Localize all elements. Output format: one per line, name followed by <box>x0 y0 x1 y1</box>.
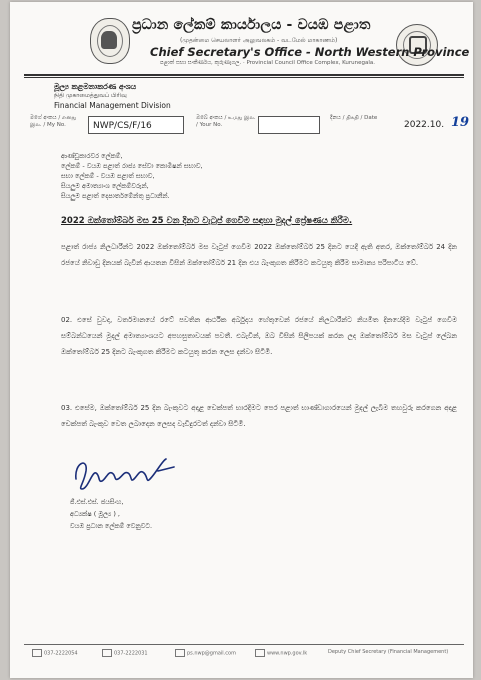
handwritten-signature <box>70 449 180 497</box>
fax-icon <box>102 649 112 657</box>
footer-telephone: 037-2222054 <box>32 649 78 657</box>
division-name-sinhala: මූල්‍ය කළමනාකරණ අංශය <box>54 82 137 91</box>
addressee-line: සියලුම පළාත් දෙපාර්තමේන්තු ප්‍රධානීන්. <box>61 192 170 200</box>
body-paragraph-1: පළාත් රාජ්‍ය නිලධාරීන්ට 2022 ඔක්තෝම්බර් මස වැටුප් ගෙවීම 2022 ඔක්තෝම්බර් 25 දිනට යෙදී ඇති අතර, ඔක්තෝම්බර් 24 දින රජයේ නිවාඩු දිනයක් බැවින් ආයතන විසින් ඔක්තෝම්බර් 21 දින එය බැංකුගත කිරීමට කටයුතු කිරීම සාමාන්‍ය පරිපාටිය වේ. <box>61 243 457 267</box>
letter-subject: 2022 ඔක්තෝම්බර් මස 25 වන දිනට වැටුප් ගෙවීම සඳහා මුදල් ප්‍රේෂණය කිරීම. <box>61 216 353 226</box>
office-address: පළාත් සභා සංකීර්ණය, කුරුණෑගල. · Provincial Council Office Complex, Kurunegala. <box>160 60 376 66</box>
footer-website: www.nwp.gov.lk <box>255 649 307 657</box>
your-no-label: ඔබේ අංකය / உமது இல. / Your No. <box>196 115 256 128</box>
addressee-line: සභා ලේකම් - වයඹ පළාත් සභාව, <box>61 172 155 180</box>
signatory-on-behalf: වයඹ ප්‍රධාන ලේකම් වෙනුවට. <box>70 522 153 530</box>
addressee-line: ආණ්ඩුකාරවර ලේකම්, <box>61 152 123 160</box>
signatory-name: ජී.එස්.එස්. ජයසිංහ, <box>70 498 124 506</box>
email-icon <box>175 649 185 657</box>
header-divider-thin <box>24 77 464 78</box>
phone-icon <box>32 649 42 657</box>
footer-official: Deputy Chief Secretary (Financial Management) <box>328 649 449 655</box>
footer-email: ps.nwp@gmail.com <box>175 649 236 657</box>
signatory-designation: අධ්‍යක්ෂ ( මූල්‍ය ) , <box>70 510 120 518</box>
office-title-tamil: (முதன்மை செயலாளர் அலுவலகம் - வடமேல் மாகாணம்) <box>180 37 338 44</box>
header-divider <box>24 74 464 76</box>
body-paragraph-3: 03. එසේම, ඔක්තෝම්බර් 25 දින බැංකුවට අදාළ චෙක්පත් භාරදීමට පෙර පළාත් භාණ්ඩාගාරයෙන් මුදල් ලැබීම තහවුරු කරගෙන අදාළ චෙක්පත් බැංකුව වෙත ලබාදෙන ලෙසද වැඩිදුරටත් දන්වා සිටිමි. <box>61 404 457 428</box>
letter-page <box>10 2 473 678</box>
footer-divider <box>24 644 464 645</box>
division-name-tamil: நிதி முகாமைத்துவப் பிரிவு <box>54 92 127 99</box>
office-title-sinhala: ප්‍රධාන ලේකම් කාර්යාලය - වයඹ පළාත <box>132 17 371 33</box>
sri-lanka-emblem-icon <box>90 18 130 64</box>
web-icon <box>255 649 265 657</box>
my-no-label: මගේ අංකය / எனது இல. / My No. <box>30 115 77 128</box>
date-label: දිනය / திகதி / Date <box>330 115 378 121</box>
date-handwritten-day: 19 <box>451 115 470 130</box>
date-field: 2022.10. <box>404 120 445 130</box>
division-name-english: Financial Management Division <box>54 101 171 110</box>
my-no-field: NWP/CS/F/16 <box>88 116 184 134</box>
addressee-line: සියලුම අමාත්‍යාංශ ලේකම්වරුන්, <box>61 182 149 190</box>
your-no-field <box>258 116 320 134</box>
office-title-english: Chief Secretary's Office - North Western Province <box>150 45 470 59</box>
addressee-line: ලේකම් - වයඹ පළාත් රාජ්‍ය සේවා කොමිෂන් සභාව, <box>61 162 203 170</box>
body-paragraph-2: 02. එසේ වුවද, වර්තමානයේ රටේ පවතින ආර්ථික අර්බුදය හේතුවෙන් රජයේ නිලධාරීන්ට නියමිත දිනයේදීම වැටුප් ගෙවීම සම්බන්ධයෙන් මුදල් අමාත්‍යාංශයට අපහසුතාවයක් පවතී. එබැවින්, ඔබ විසින් සිලිපයක් කරන ලද ඔක්තෝම්බර් මස වැටුප් ලේඛන ඔක්තෝම්බර් 25 දිනට බැංකුගත කිරීමට කටයුතු කරන ලෙස දන්වා සිටිමි. <box>61 316 457 356</box>
footer-fax: 037-2222031 <box>102 649 148 657</box>
